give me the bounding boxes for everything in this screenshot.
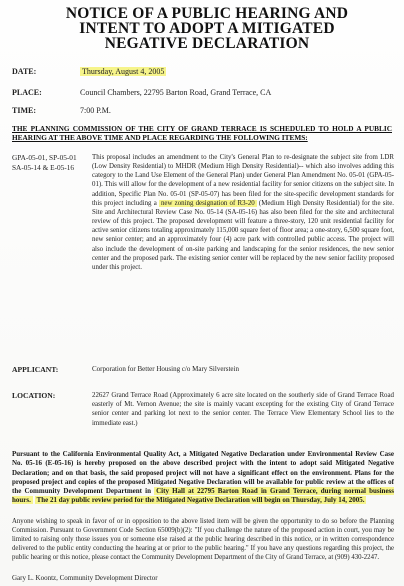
time-value: 7:00 P.M. — [80, 106, 111, 115]
location-value: 22627 Grand Terrace Road (Approximately 6 acre site located on the southerly side of Grand Terrace Road easterly of Mt. Vernon Avenue; the site is mainly vacant excepting for the existing City of Grand Terrace senior center and parking lot next to the senior center. The Terrace View Elementary School lies to the immediate east.) — [92, 392, 394, 427]
case-description-part-2: (Medium High Density Residential) for the site. Site and Architectural Review Case No. 05-14 (SA-05-16) has also been filed for the site and architectural review of this project. The proposed development will feature a three-story, 120 unit residential facility for active senior citizens totaling approximately 115,000 square feet of floor area; a one-story, 6,500 square foot, new senior center; and an approximately four (4) acre park with controlled public access. The project will also include the development of on-site parking and landscaping for the senior residences, the new senior center and the proposed park. The existing senior center will be replaced by the new senior facility proposed under this project. — [92, 199, 395, 271]
case-numbers-line-2: SA-05-14 & E-05-16 — [12, 163, 75, 172]
signature-line: Gary L. Koontz, Community Development Director — [12, 574, 158, 582]
place-value: Council Chambers, 22795 Barton Road, Grand Terrace, CA — [80, 88, 272, 97]
place-label: PLACE: — [12, 88, 42, 97]
zoning-highlight: new zoning designation of R3-20 — [160, 199, 255, 207]
applicant-label: APPLICANT: — [12, 365, 59, 374]
title-line-1: NOTICE OF A PUBLIC HEARING AND — [65, 5, 349, 22]
case-numbers — [12, 153, 82, 173]
title-line-3: NEGATIVE DECLARATION — [104, 35, 310, 52]
notice-title — [20, 6, 394, 51]
case-numbers-line-1: GPA-05-01, SP-05-01 — [12, 153, 77, 162]
date-label: DATE: — [12, 67, 37, 76]
planning-commission-intro: THE PLANNING COMMISSION OF THE CITY OF GRAND TERRACE IS SCHEDULED TO HOLD A PUBLIC HEARING AT THE ABOVE TIME AND PLACE REGARDING THE FOLLOWING ITEMS: — [12, 124, 392, 142]
date-highlight: Thursday, August 4, 2005 — [82, 67, 165, 76]
case-description-part-1: This proposal includes an amendment to the City's General Plan to re-designate the subject site from LDR (Low Density Residential) to MHDR (Medium High Density Residential)-- which also involves adding this category to the Land Use Element of the General Plan) under General Plan Amendment No. 05-01 (GPA-05-01). This will allow for the development of a new residential facility for senior citizens on the subject site. In addition, Specific Plan No. 05-01 (SP-05-07) has been filed for the site-specific development standards for this project including a — [92, 154, 394, 207]
date-value — [80, 67, 166, 76]
time-label: TIME: — [12, 106, 36, 115]
case-description — [92, 153, 394, 272]
review-period-highlight: The 21 day public review period for the Mitigated Negative Declaration will begin on Thursday, July 14, 2005. — [36, 496, 365, 505]
title-line-2: INTENT TO ADOPT A MITIGATED — [79, 20, 335, 37]
location-label: LOCATION: — [12, 391, 56, 400]
applicant-value: Corporation for Better Housing c/o Mary Silverstein — [92, 365, 239, 373]
ceqa-paragraph — [12, 450, 394, 506]
city-hall-highlight: City Hall at 22795 Barton Road in Grand Terrace, during normal business hours. — [12, 487, 394, 505]
public-comment-paragraph: Anyone wishing to speak in favor of or in opposition to the above listed item will be given the opportunity to do so before the Planning Commission. Pursuant to Government Code Section 65009(b)(2): "If you challenge the nature of the proposed action in court, you may be limited to raising only those issues you or someone else raised at the public hearing described in this notice, or in written correspondence delivered to the public entity conducting the hearing at or prior to the public hearing." If you have any questions regarding this project, the public hearing or this notice, please contact the Community Development Department of the City of Grand Terrace, at (909) 430-2247. — [12, 518, 394, 562]
ceqa-part-1: Pursuant to the California Environmental Quality Act, a Mitigated Negative Declaration under Environmental Review Case No. 05-16 (E-05-16) is hereby proposed on the above described project with the intent to adopt said Mitigated Negative Declaration; and on that basis, the said proposed project will not have a significant effect on the environment. Plans for the proposed project and copies of the proposed Mitigated Negative Declaration will be available for public review at the offices of the Community Development Department in — [12, 450, 394, 495]
